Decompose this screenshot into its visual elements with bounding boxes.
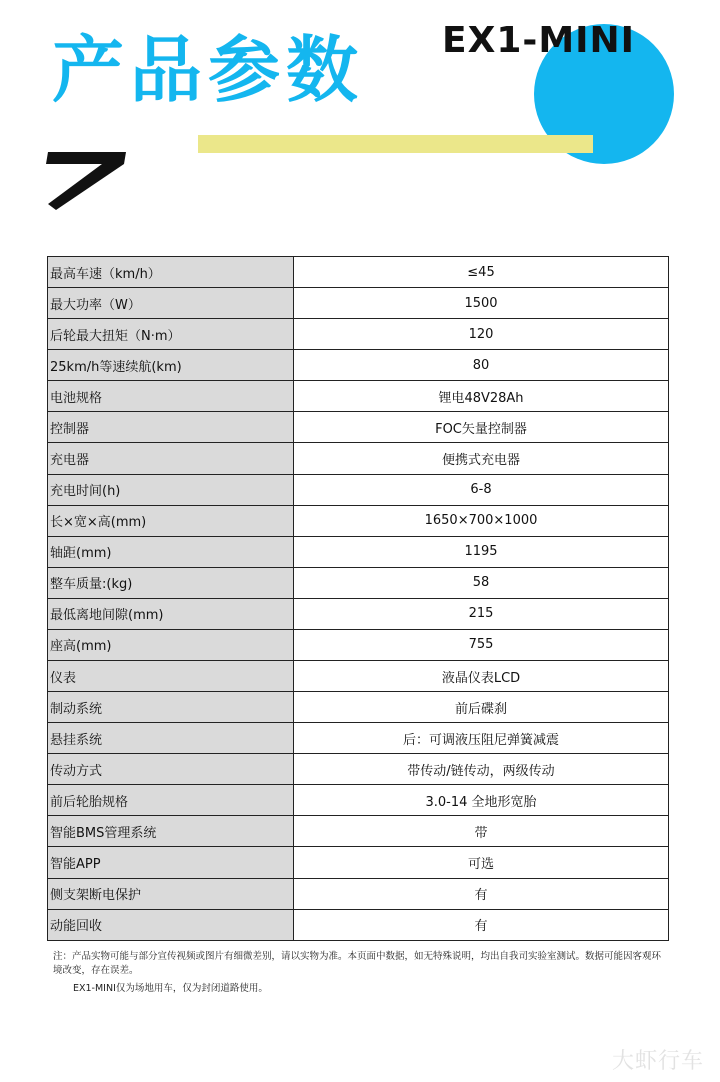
spec-row: [48, 909, 669, 940]
spec-value: 1650×700×1000: [294, 505, 669, 536]
spec-value: 6-8: [294, 474, 669, 505]
spec-label: 动能回收: [48, 909, 294, 940]
spec-value: 便携式充电器: [294, 443, 669, 474]
spec-row: [48, 567, 669, 598]
spec-value: 带: [294, 816, 669, 847]
spec-label: 轴距(mm): [48, 536, 294, 567]
spec-label: 最低离地间隙(mm): [48, 598, 294, 629]
spec-value: 前后碟刹: [294, 692, 669, 723]
spec-label: 25km/h等速续航(km): [48, 350, 294, 381]
spec-row: [48, 381, 669, 412]
spec-value: 755: [294, 629, 669, 660]
spec-row: [48, 412, 669, 443]
spec-value: 带传动/链传动，两级传动: [294, 754, 669, 785]
usage-note: EX1-MINI仅为场地用车，仅为封闭道路使用。: [73, 983, 268, 994]
spec-row: [48, 257, 669, 288]
spec-label: 智能BMS管理系统: [48, 816, 294, 847]
spec-row: [48, 692, 669, 723]
spec-label: 电池规格: [48, 381, 294, 412]
spec-value: 可选: [294, 847, 669, 878]
spec-row: [48, 785, 669, 816]
spec-label: 悬挂系统: [48, 723, 294, 754]
spec-row: [48, 723, 669, 754]
spec-label: 整车质量:(kg): [48, 567, 294, 598]
spec-label: 最大功率（W）: [48, 288, 294, 319]
spec-label: 传动方式: [48, 754, 294, 785]
spec-value: 3.0-14 全地形宽胎: [294, 785, 669, 816]
spec-row: [48, 878, 669, 909]
spec-label: 最高车速（km/h）: [48, 257, 294, 288]
spec-row: [48, 505, 669, 536]
spec-row: [48, 443, 669, 474]
disclaimer-note: 注：产品实物可能与部分宣传视频或图片有细微差别，请以实物为准。本页面中数据，如无特殊说明，均出自我司实验室测试。数据可能因客观环境改变，存在误差。: [53, 951, 662, 976]
spec-value: FOC矢量控制器: [294, 412, 669, 443]
model-name: EX1-MINI: [442, 20, 636, 61]
spec-label: 侧支架断电保护: [48, 878, 294, 909]
spec-value: 58: [294, 567, 669, 598]
spec-row: [48, 847, 669, 878]
spec-row: [48, 754, 669, 785]
spec-value: 锂电48V28Ah: [294, 381, 669, 412]
spec-row: [48, 816, 669, 847]
spec-value: 1195: [294, 536, 669, 567]
spec-label: 制动系统: [48, 692, 294, 723]
spec-label: 仪表: [48, 661, 294, 692]
spec-row: [48, 661, 669, 692]
spec-label: 控制器: [48, 412, 294, 443]
spec-label: 前后轮胎规格: [48, 785, 294, 816]
page-title: 产品参数: [52, 28, 365, 112]
spec-value: 有: [294, 878, 669, 909]
decorative-yellow-bar: [198, 135, 593, 153]
spec-value: 有: [294, 909, 669, 940]
spec-table: [47, 256, 669, 941]
watermark: 大虾行车: [612, 1049, 705, 1074]
spec-value: 液晶仪表LCD: [294, 661, 669, 692]
spec-label: 智能APP: [48, 847, 294, 878]
spec-value: 后：可调液压阻尼弹簧减震: [294, 723, 669, 754]
spec-label: 长×宽×高(mm): [48, 505, 294, 536]
spec-value: 120: [294, 319, 669, 350]
spec-value: 80: [294, 350, 669, 381]
brand-seven-mark: [44, 148, 132, 214]
spec-row: [48, 319, 669, 350]
spec-row: [48, 350, 669, 381]
spec-label: 充电器: [48, 443, 294, 474]
spec-label: 后轮最大扭矩（N·m）: [48, 319, 294, 350]
spec-row: [48, 629, 669, 660]
spec-label: 座高(mm): [48, 629, 294, 660]
spec-value: 215: [294, 598, 669, 629]
spec-label: 充电时间(h): [48, 474, 294, 505]
spec-value: ≤45: [294, 257, 669, 288]
spec-row: [48, 536, 669, 567]
spec-row: [48, 288, 669, 319]
spec-row: [48, 474, 669, 505]
spec-value: 1500: [294, 288, 669, 319]
spec-row: [48, 598, 669, 629]
